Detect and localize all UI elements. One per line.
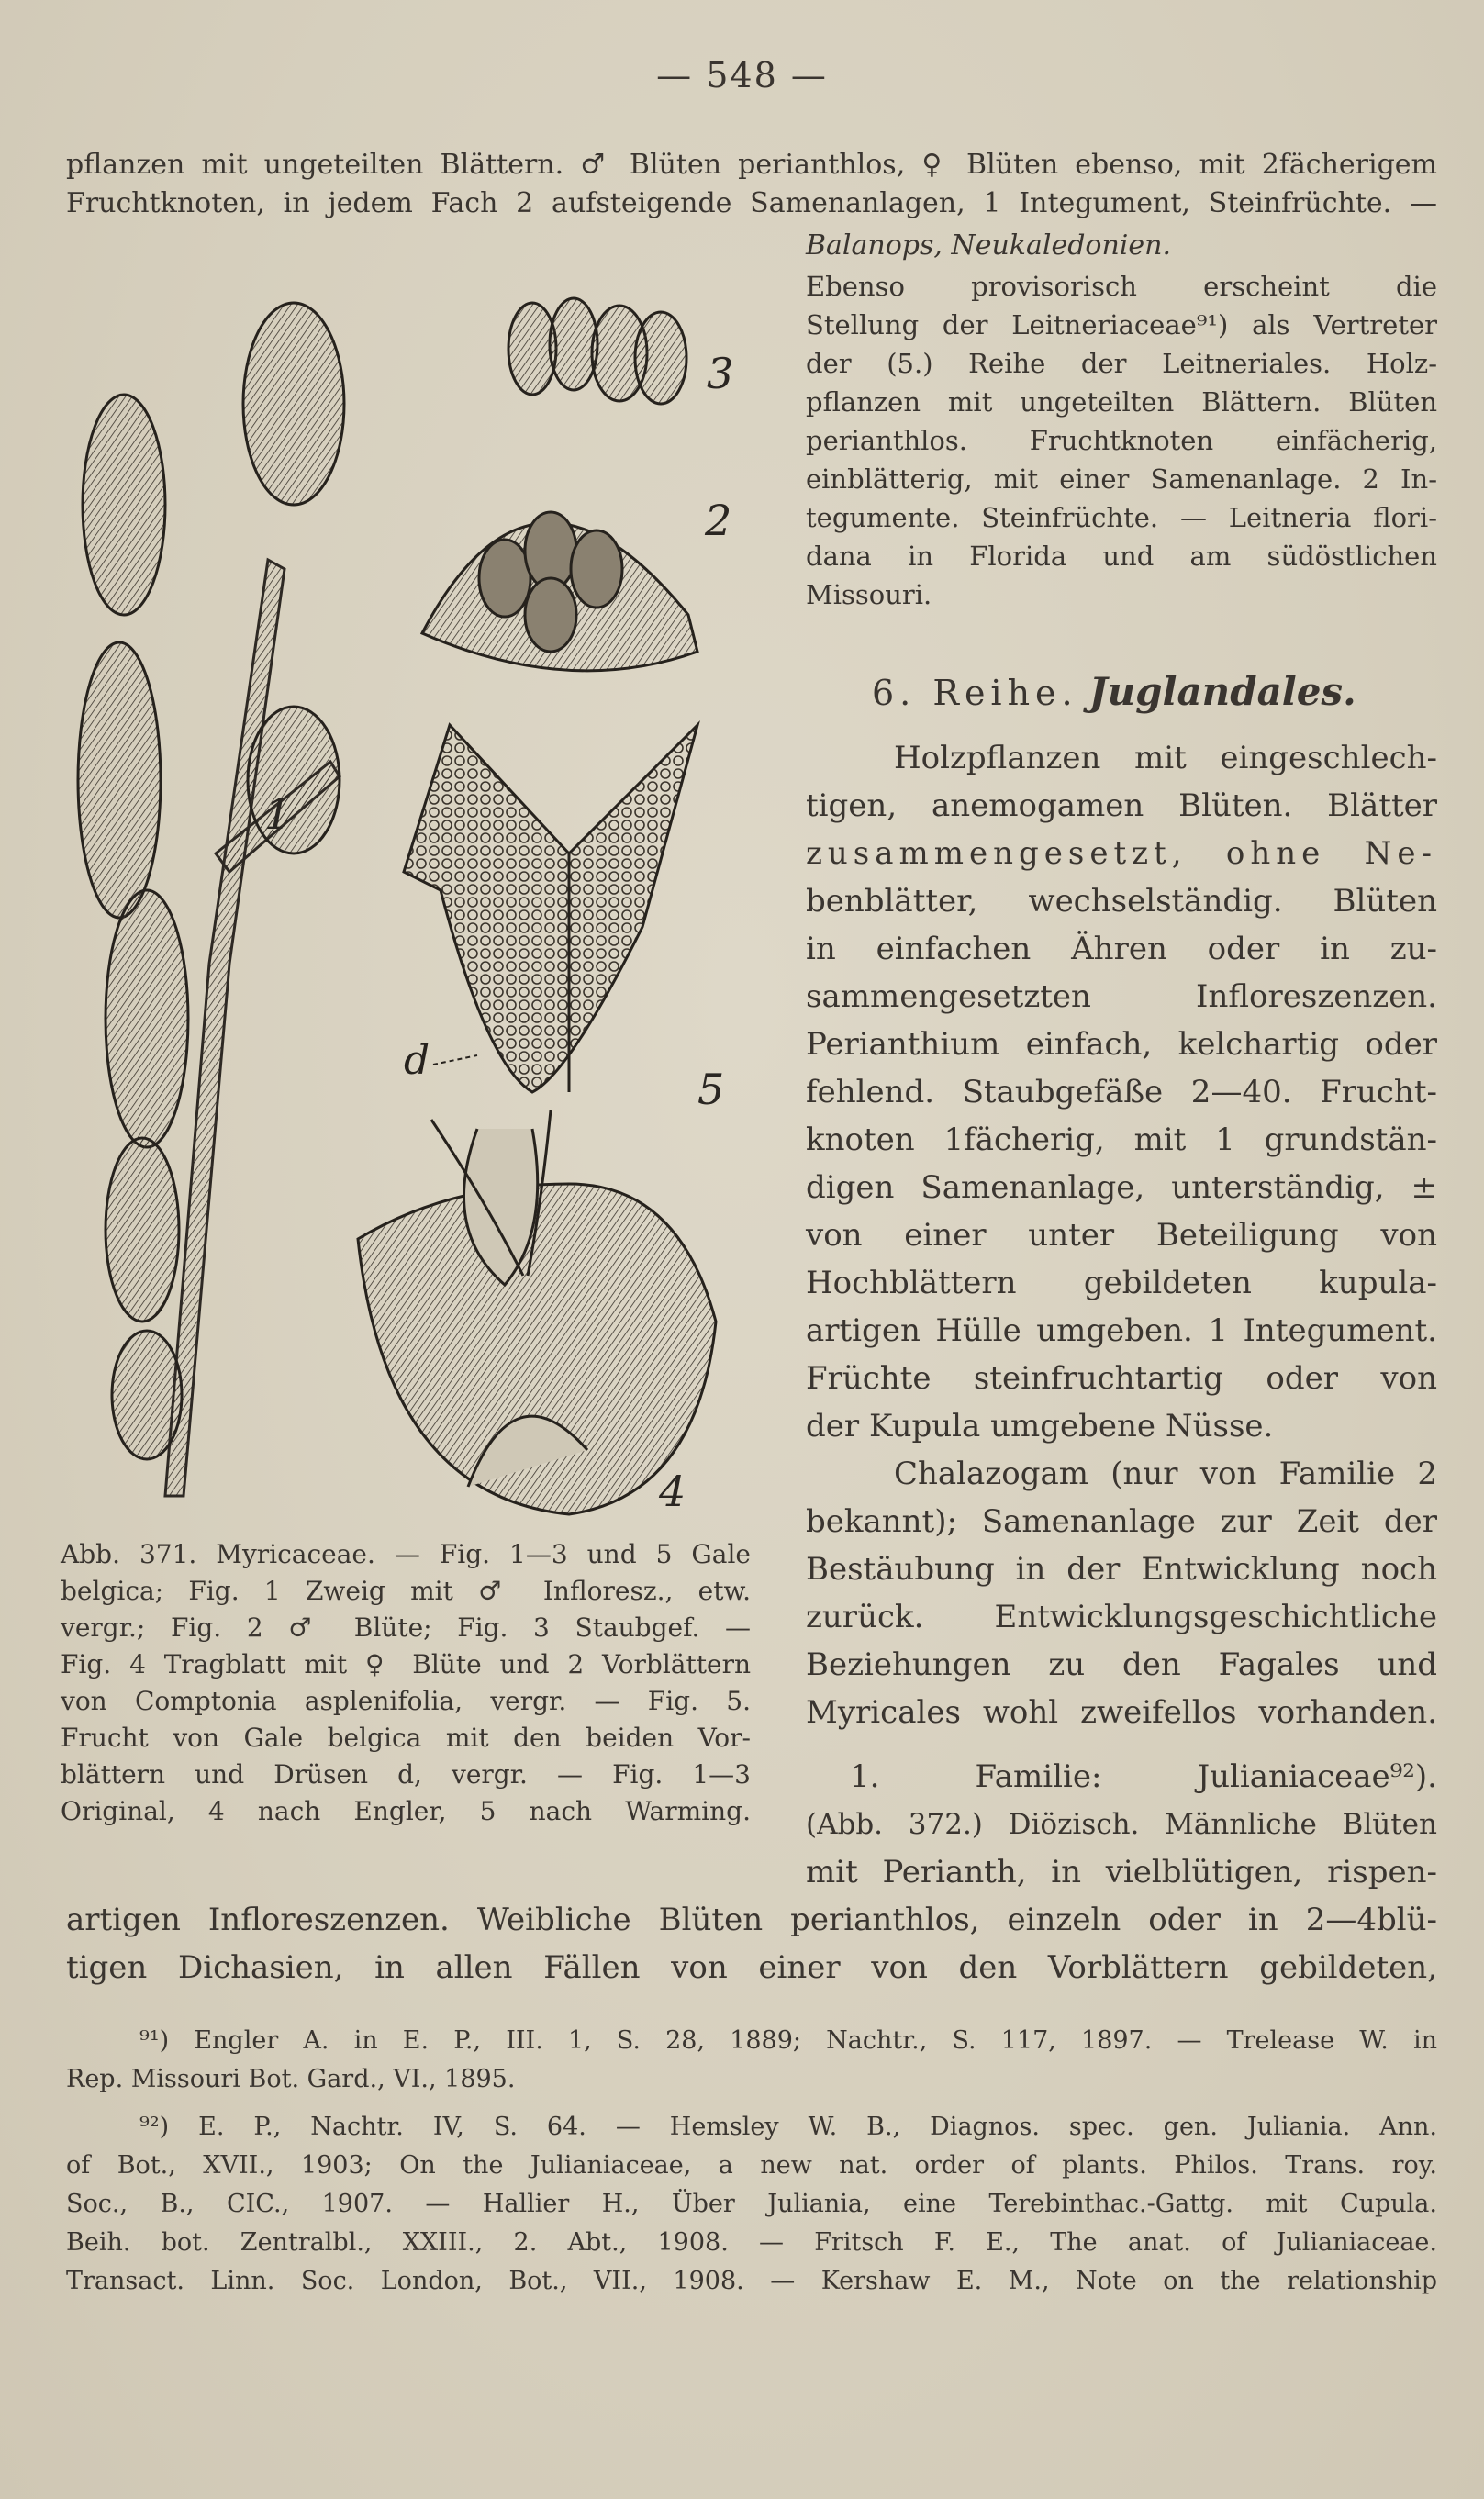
body-line: artigen Hülle umgeben. 1 Integument. — [806, 1312, 1437, 1349]
figure-caption: vergr.; Fig. 2 ♂ Blüte; Fig. 3 Staubgef. — — [61, 1612, 751, 1643]
figure-caption: Original, 4 nach Engler, 5 nach Warming. — [61, 1796, 751, 1826]
figure-label-3: 3 — [707, 349, 734, 398]
taxon-name: Balanops, Neukaledonien. — [806, 229, 1171, 262]
body-line: Stellung der Leitneriaceae⁹¹) als Vertreter — [806, 309, 1437, 340]
body-line: Missouri. — [806, 579, 932, 610]
body-line: in einfachen Ähren oder in zu- — [806, 931, 1437, 967]
gland-label: d — [404, 1037, 430, 1084]
figure-caption: Frucht von Gale belgica mit den beiden Vor- — [61, 1723, 751, 1753]
body-line: perianthlos. Fruchtknoten einfächerig, — [806, 425, 1437, 456]
bract-figure — [358, 1110, 716, 1514]
footnote: Beih. bot. Zentralbl., XXIII., 2. Abt., 1908. — Fritsch F. E., The anat. of Julianiaceae. — [66, 2228, 1437, 2257]
stamen-figure — [508, 298, 686, 404]
body-line: benblätter, wechselständig. Blüten — [806, 883, 1437, 920]
branch-figure — [78, 303, 344, 1496]
figure-label-1: 1 — [264, 789, 292, 839]
heading-title: Juglandales. — [1088, 669, 1356, 714]
body-line: sammengesetzten Infloreszenzen. — [806, 978, 1437, 1015]
body-line: Bestäubung in der Entwicklung noch — [806, 1551, 1437, 1588]
figure-label-2: 2 — [705, 496, 732, 545]
body-line: Beziehungen zu den Fagales und — [806, 1646, 1437, 1683]
body-line: pflanzen mit ungeteilten Blättern. Blüten — [806, 386, 1437, 418]
family-line: 1. Familie: Julianiaceae⁹²). — [850, 1758, 1437, 1795]
body-line: zusammengesetzt, ohne Ne- — [806, 835, 1437, 872]
body-line: dana in Florida und am südöstlichen — [806, 541, 1437, 572]
body-line: fehlend. Staubgefäße 2—40. Frucht- — [806, 1074, 1437, 1110]
figure-label-5: 5 — [697, 1065, 725, 1114]
botanical-illustration — [55, 266, 771, 1533]
body-line: Chalazogam (nur von Familie 2 — [894, 1456, 1437, 1492]
body-line: Holzpflanzen mit eingeschlech- — [894, 740, 1437, 776]
figure-label-4: 4 — [659, 1467, 686, 1516]
body-line: pflanzen mit ungeteilten Blättern. ♂ Blüten perianthlos, ♀ Blüten ebenso, mit 2fächerigem — [66, 149, 1437, 181]
footnote: of Bot., XVII., 1903; On the Julianiaceae, a new nat. order of plants. Philos. Trans. roy. — [66, 2151, 1437, 2180]
page-number: — 548 — — [656, 55, 828, 95]
body-line: mit Perianth, in vielblütigen, rispen- — [806, 1854, 1437, 1891]
footnote: ⁹¹) Engler A. in E. P., III. 1, S. 28, 1889; Nachtr., S. 117, 1897. — Trelease W. in — [139, 2026, 1437, 2055]
footnote: ⁹²) E. P., Nachtr. IV, S. 64. — Hemsley W. B., Diagnos. spec. gen. Juliania. Ann. — [139, 2113, 1437, 2141]
body-line: der Kupula umgebene Nüsse. — [806, 1408, 1274, 1445]
body-line: Ebenso provisorisch erscheint die — [806, 271, 1437, 302]
body-line — [806, 228, 1171, 264]
body-line: digen Samenanlage, unterständig, ± — [806, 1169, 1437, 1206]
body-line: knoten 1fächerig, mit 1 grundstän- — [806, 1121, 1437, 1158]
body-line: von einer unter Beteiligung von — [806, 1217, 1437, 1254]
footnote: Transact. Linn. Soc. London, Bot., VII., 1908. — Kershaw E. M., Note on the relationship — [66, 2267, 1437, 2295]
body-line: Myricales wohl zweifellos vorhanden. — [806, 1694, 1437, 1731]
body-line: zurück. Entwicklungsgeschichtliche — [806, 1599, 1437, 1635]
body-line: tegumente. Steinfrüchte. — Leitneria flori- — [806, 502, 1437, 533]
footnote: Rep. Missouri Bot. Gard., VI., 1895. — [66, 2065, 516, 2093]
body-line: der (5.) Reihe der Leitneriales. Holz- — [806, 348, 1437, 379]
body-line: einblätterig, mit einer Samenanlage. 2 In- — [806, 463, 1437, 495]
body-line: Fruchtknoten, in jedem Fach 2 aufsteigende Samenanlagen, 1 Integument, Steinfrüchte. — — [66, 187, 1437, 219]
heading-prefix: 6. Reihe. — [872, 673, 1078, 713]
section-heading — [872, 668, 1356, 717]
figure-caption: Fig. 4 Tragblatt mit ♀ Blüte und 2 Vorblättern — [61, 1649, 751, 1679]
body-line: Hochblättern gebildeten kupula- — [806, 1265, 1437, 1301]
figure-caption: Abb. 371. Myricaceae. — Fig. 1—3 und 5 Gale — [61, 1539, 751, 1569]
body-line: artigen Infloreszenzen. Weibliche Blüten perianthlos, einzeln oder in 2—4blü- — [66, 1902, 1437, 1938]
fruit-figure — [404, 725, 697, 1092]
body-line: tigen, anemogamen Blüten. Blätter — [806, 787, 1437, 824]
body-line: (Abb. 372.) Diözisch. Männliche Blüten — [806, 1808, 1437, 1841]
body-line: Perianthium einfach, kelchartig oder — [806, 1026, 1437, 1063]
body-line: tigen Dichasien, in allen Fällen von einer von den Vorblättern gebildeten, — [66, 1949, 1437, 1986]
body-line: bekannt); Samenanlage zur Zeit der — [806, 1503, 1437, 1540]
body-line: Früchte steinfruchtartig oder von — [806, 1360, 1437, 1397]
figure-caption: belgica; Fig. 1 Zweig mit ♂ Infloresz., etw. — [61, 1576, 751, 1606]
figure-caption: blättern und Drüsen d, vergr. — Fig. 1—3 — [61, 1759, 751, 1790]
male-flower-figure — [422, 512, 697, 671]
footnote: Soc., B., CIC., 1907. — Hallier H., Über Juliania, eine Terebinthac.-Gattg. mit Cupula. — [66, 2190, 1437, 2218]
figure-caption: von Comptonia asplenifolia, vergr. — Fig. 5. — [61, 1686, 751, 1716]
